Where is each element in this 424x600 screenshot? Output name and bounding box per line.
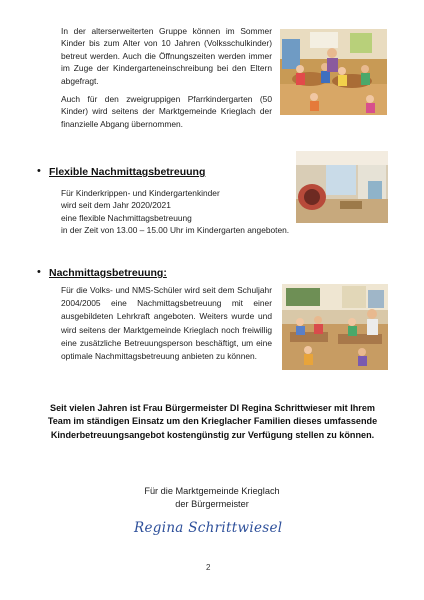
section-heading-flexible: Flexible Nachmittagsbetreuung	[49, 166, 206, 178]
intro-text-1: In der alterserweiterten Gruppe können im Sommer Kinder bis zum Alter von 10 Jahren (Volksschulkinder) betreut werden. Auch die Öffnungszeiten werden immer im Zuge der Kindergarteneinschreibung bei den Eltern abgefragt.	[61, 26, 272, 86]
kindergarten-group-photo	[280, 29, 387, 115]
greeting-line-2: der Bürgermeister	[175, 499, 249, 509]
closing-statement: Seit vielen Jahren ist Frau Bürgermeister DI Regina Schrittwieser mit Ihrem Team im ständigen Einsatz um den Krieglacher Familien dieses umfassende Kinderbetreuungsangebot kostengünstig zur Verfügung stellen zu können.	[47, 403, 378, 440]
bullet-icon: •	[37, 165, 41, 177]
flexible-line-1: Für Kinderkrippen- und Kindergartenkinder	[61, 188, 220, 198]
page-number: 2	[206, 563, 211, 572]
flexible-line-4: in der Zeit von 13.00 – 15.00 Uhr im Kindergarten angeboten.	[61, 225, 290, 236]
intro-paragraph-1	[61, 25, 272, 87]
nachmittag-text: Für die Volks- und NMS-Schüler wird seit dem Schuljahr 2004/2005 eine Nachmittagsbetreuung mit einer ausgebildeten Lehrkraft angeboten. Weiters wurde und wird seitens der Marktgemeinde Krieglach noch freiwillig eine zusätzliche Betreuungsperson beschäftigt, um eine optimale Nachmittagsbetreuung anbieten zu können.	[61, 285, 272, 362]
bullet-icon: •	[37, 266, 41, 278]
intro-paragraph-2	[61, 93, 272, 130]
classroom-photo	[282, 284, 388, 370]
flexible-line-3: eine flexible Nachmittagsbetreuung	[61, 212, 192, 223]
playroom-photo	[296, 151, 388, 223]
nachmittag-paragraph	[61, 284, 272, 363]
greeting-line-1: Für die Marktgemeinde Krieglach	[144, 486, 280, 496]
flexible-paragraph	[61, 187, 291, 237]
intro-text-2: Auch für den zweigruppigen Pfarrkindergarten (50 Kinder) wird seitens der Marktgemeinde Krieglach der finanzielle Abgang übernommen.	[61, 94, 272, 129]
section-heading-nachmittag: Nachmittagsbetreuung:	[49, 267, 167, 279]
handwritten-signature: Regina Schrittwiesel	[134, 520, 283, 536]
flexible-line-2: wird seit dem Jahr 2020/2021	[61, 200, 171, 211]
greeting-block	[100, 485, 324, 511]
